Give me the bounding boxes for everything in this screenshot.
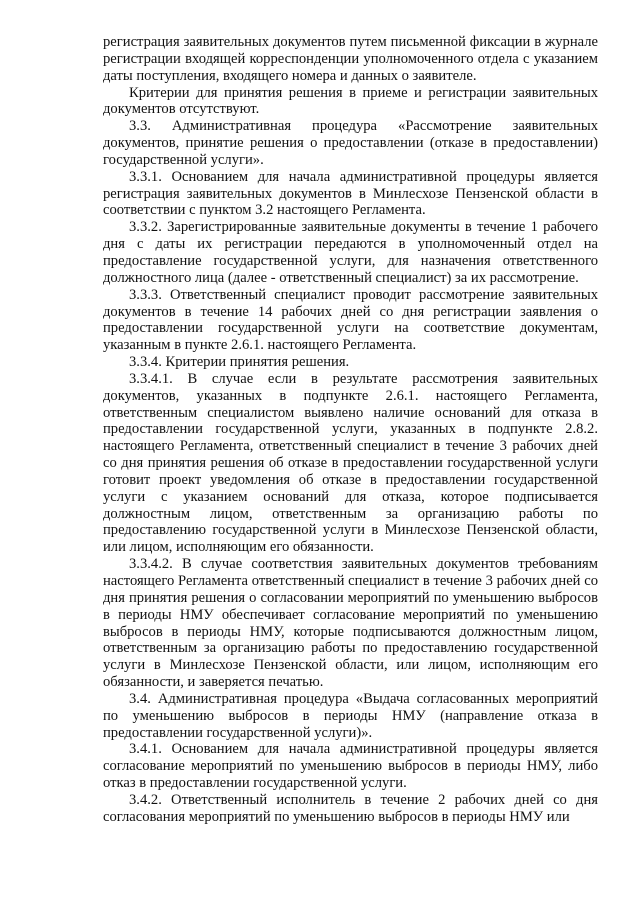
paragraph-3-3: 3.3. Административная процедура «Рассмотрение заявительных документов, принятие решения о предоставлении (отказе в предоставлении) государственной услуги». <box>103 118 598 168</box>
paragraph-registration-fixation: регистрация заявительных документов путем письменной фиксации в журнале регистрации входящей корреспонденции уполномоченного отдела с указанием даты поступления, входящего номера и данных о заявителе. <box>103 34 598 84</box>
paragraph-3-3-2: 3.3.2. Зарегистрированные заявительные документы в течение 1 рабочего дня с даты их регистрации передаются в уполномоченный отдел на предоставление государственной услуги, для назначения ответственного должностного лица (далее - ответственный специалист) за их рассмотрение. <box>103 219 598 286</box>
document-page <box>103 34 598 826</box>
paragraph-3-4-2: 3.4.2. Ответственный исполнитель в течение 2 рабочих дней со дня согласования мероприятий по уменьшению выбросов в периоды НМУ или <box>103 791 598 825</box>
paragraph-3-4-1: 3.4.1. Основанием для начала административной процедуры является согласование мероприятий по уменьшению выбросов в периоды НМУ, либо отказ в предоставлении государственной услуги. <box>103 741 598 792</box>
paragraph-3-3-4: 3.3.4. Критерии принятия решения. <box>129 354 350 371</box>
paragraph-3-3-4-2: 3.3.4.2. В случае соответствия заявительных документов требованиям настоящего Регламента ответственный специалист в течение 3 рабочих дней со дня принятия решения о согласовании мероприятий по уменьшению выбросов в периоды НМУ обеспечивает согласование мероприятий по уменьшению выбросов в периоды НМУ, которые подписываются должностным лицом, ответственным за организацию работы по предоставлению государственной услуги в Минлесхозе Пензенской области, или лицом, исполняющим его обязанности, и заверяется печатью. <box>103 556 598 691</box>
paragraph-3-3-1: 3.3.1. Основанием для начала административной процедуры является регистрация заявительных документов в Минлесхозе Пензенской области в соответствии с пунктом 3.2 настоящего Регламента. <box>103 168 598 219</box>
paragraph-criteria-registration: Критерии для принятия решения в приеме и регистрации заявительных документов отсутствуют. <box>103 84 598 118</box>
paragraph-3-3-4-1: 3.3.4.1. В случае если в результате рассмотрения заявительных документов, указанных в подпункте 2.6.1. настоящего Регламента, ответственным специалистом выявлено наличие оснований для отказа в предоставлении государственной услуги, указанных в подпункте 2.8.2. настоящего Регламента, ответственный специалист в течение 3 рабочих дней со дня принятия решения об отказе в предоставлении государственной услуги готовит проект уведомления об отказе в предоставлении государственной услуги с указанием оснований для отказа, которое подписывается должностным лицом, ответственным за организацию работы по предоставлению государственной услуги в Минлесхозе Пензенской области, или лицом, исполняющим его обязанности. <box>103 370 598 556</box>
paragraph-3-3-3: 3.3.3. Ответственный специалист проводит рассмотрение заявительных документов в течение 14 рабочих дней со дня регистрации заявления о предоставлении государственной услуги на соответствие документам, указанным в пункте 2.6.1. настоящего Регламента. <box>103 286 598 354</box>
paragraph-3-4: 3.4. Административная процедура «Выдача согласованных мероприятий по уменьшению выбросов в периоды НМУ (направление отказа в предоставлении государственной услуги)». <box>103 690 598 741</box>
